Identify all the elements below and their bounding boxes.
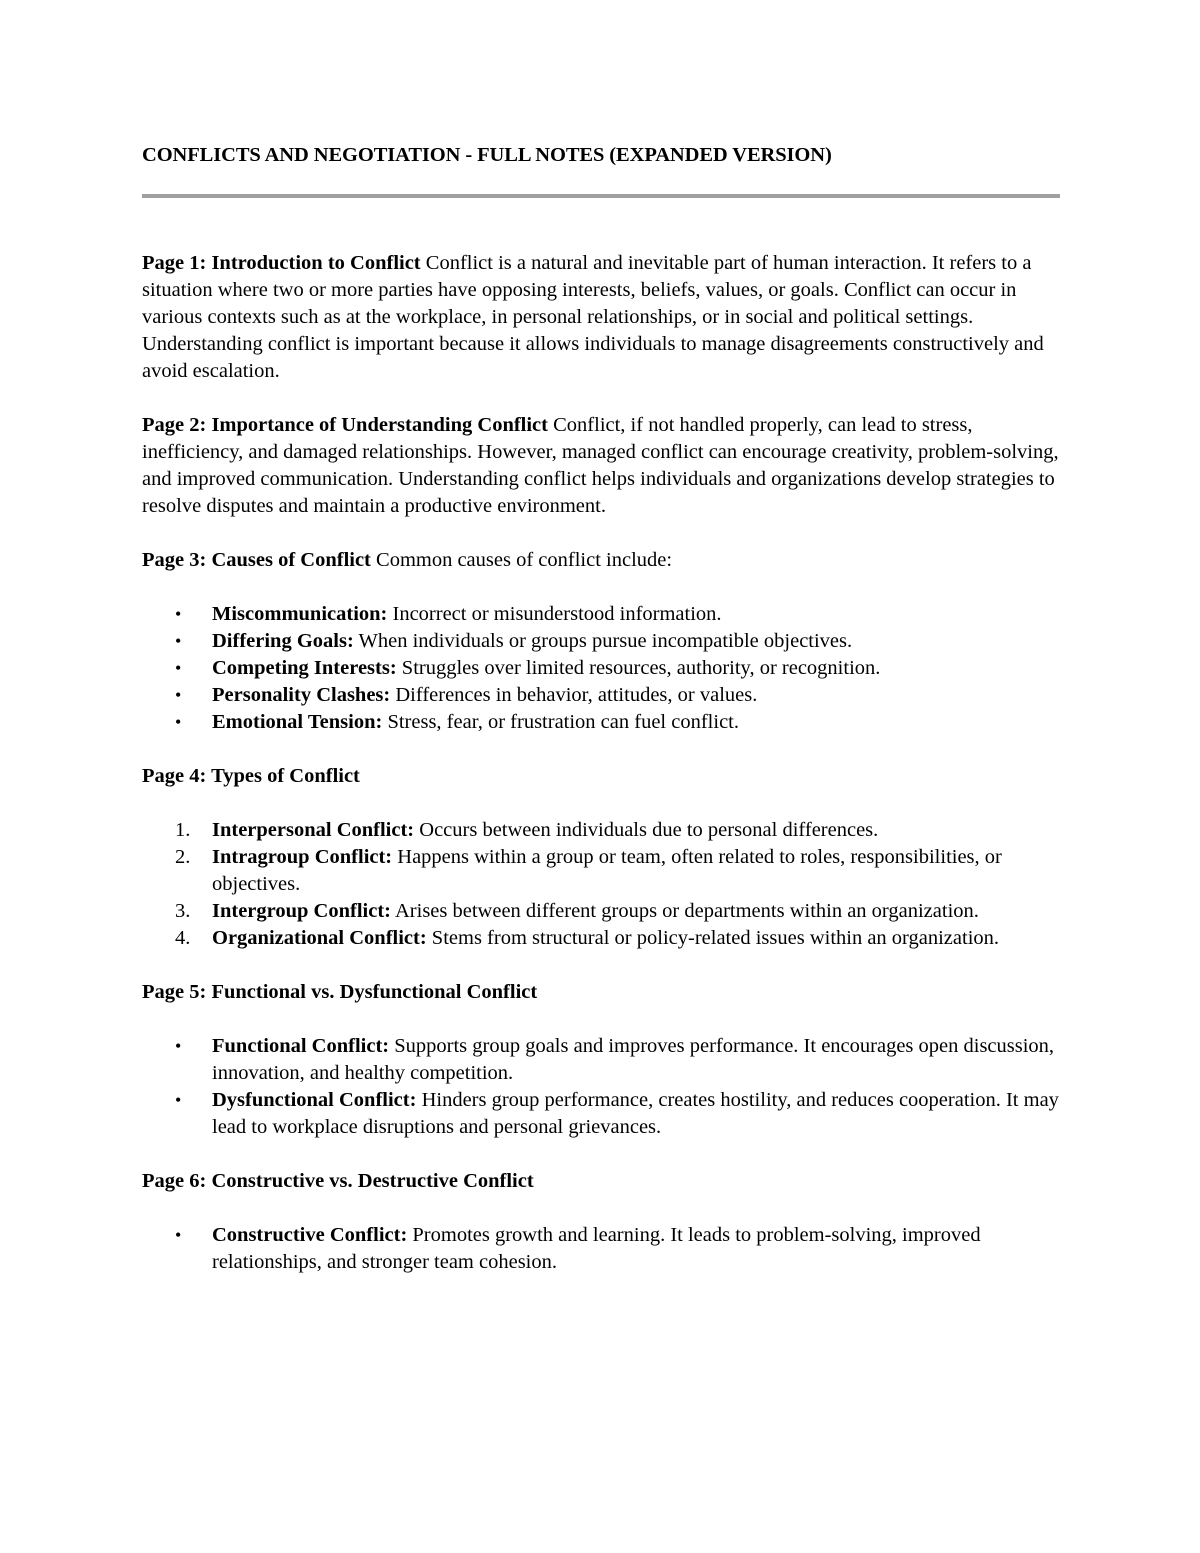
section-body: Conflict is a natural and inevitable part of human interaction. It refers to a situation where two or more parties have opposing interests, beliefs, values, or goals. Conflict can occur in various contexts such as at the workplace, in personal relationships, or in social and political settings. Understanding conflict is important because it allows individuals to manage disagreements constructively and avoid escalation. — [142, 252, 1044, 382]
section-heading: Page 2: Importance of Understanding Conflict — [142, 414, 548, 436]
list-item-text: Hinders group performance, creates hostility, and reduces cooperation. It may lead to workplace disruptions and personal grievances. — [212, 1089, 1059, 1138]
list-item-text: Incorrect or misunderstood information. — [387, 603, 722, 625]
list-item-term: Dysfunctional Conflict: — [212, 1089, 417, 1111]
section-paragraph — [142, 547, 1060, 574]
list-item-text: Struggles over limited resources, authority, or recognition. — [396, 657, 881, 679]
list-item — [142, 925, 1060, 952]
section-heading: Page 6: Constructive vs. Destructive Conflict — [142, 1170, 534, 1192]
list-item-term: Constructive Conflict: — [212, 1224, 408, 1246]
section-body: Conflict, if not handled properly, can lead to stress, inefficiency, and damaged relationships. However, managed conflict can encourage creativity, problem-solving, and improved communication. Understanding conflict helps individuals and organizations develop strategies to resolve disputes and maintain a productive environment. — [142, 414, 1059, 517]
section-heading: Page 1: Introduction to Conflict — [142, 252, 421, 274]
bullet-icon: • — [175, 631, 182, 651]
constructive-list — [142, 1222, 1060, 1276]
list-item-term: Competing Interests: — [212, 657, 397, 679]
list-item-term: Miscommunication: — [212, 603, 388, 625]
list-item-term: Personality Clashes: — [212, 684, 391, 706]
section-page-4 — [142, 763, 1060, 952]
list-item-text: Happens within a group or team, often related to roles, responsibilities, or objectives. — [212, 846, 1002, 895]
list-item-text: Stress, fear, or frustration can fuel conflict. — [382, 711, 739, 733]
bullet-icon: • — [175, 604, 182, 624]
bullet-icon: • — [175, 1090, 182, 1110]
document-title: CONFLICTS AND NEGOTIATION - FULL NOTES (EXPANDED VERSION) — [142, 144, 832, 166]
list-item-term: Emotional Tension: — [212, 711, 383, 733]
document-page — [142, 138, 1060, 1276]
list-item-number: 4. — [175, 927, 191, 949]
section-page-6 — [142, 1168, 1060, 1276]
section-page-5 — [142, 979, 1060, 1141]
causes-list — [142, 601, 1060, 736]
list-item — [142, 844, 1060, 898]
list-item — [142, 1087, 1060, 1141]
list-item-term: Differing Goals: — [212, 630, 354, 652]
list-item-term: Organizational Conflict: — [212, 927, 427, 949]
list-item — [142, 1033, 1060, 1087]
list-item-text: Promotes growth and learning. It leads to problem-solving, improved relationships, and stronger team cohesion. — [212, 1224, 981, 1273]
section-heading: Page 5: Functional vs. Dysfunctional Conflict — [142, 981, 538, 1003]
list-item-text: Stems from structural or policy-related issues within an organization. — [426, 927, 1000, 949]
list-item-number: 2. — [175, 846, 191, 868]
section-page-2 — [142, 412, 1060, 520]
bullet-icon: • — [175, 1036, 182, 1056]
section-page-3 — [142, 547, 1060, 736]
types-list — [142, 817, 1060, 952]
section-paragraph — [142, 412, 1060, 520]
bullet-icon: • — [175, 712, 182, 732]
list-item — [142, 898, 1060, 925]
section-paragraph — [142, 250, 1060, 385]
list-item — [142, 709, 1060, 736]
functional-list — [142, 1033, 1060, 1141]
list-item-number: 3. — [175, 900, 191, 922]
list-item-text: Differences in behavior, attitudes, or values. — [390, 684, 758, 706]
bullet-icon: • — [175, 658, 182, 678]
list-item — [142, 601, 1060, 628]
list-item — [142, 628, 1060, 655]
list-item — [142, 682, 1060, 709]
list-item-term: Intragroup Conflict: — [212, 846, 393, 868]
bullet-icon: • — [175, 1225, 182, 1245]
section-heading: Page 4: Types of Conflict — [142, 765, 360, 787]
list-item-term: Interpersonal Conflict: — [212, 819, 415, 841]
list-item-term: Intergroup Conflict: — [212, 900, 391, 922]
section-page-1 — [142, 250, 1060, 385]
list-item-term: Functional Conflict: — [212, 1035, 390, 1057]
horizontal-rule — [142, 194, 1060, 198]
list-item-number: 1. — [175, 819, 191, 841]
section-heading: Page 3: Causes of Conflict — [142, 549, 371, 571]
section-body: Common causes of conflict include: — [370, 549, 673, 571]
list-item-text: Occurs between individuals due to personal differences. — [414, 819, 879, 841]
list-item-text: Arises between different groups or departments within an organization. — [391, 900, 979, 922]
list-item-text: Supports group goals and improves performance. It encourages open discussion, innovation, and healthy competition. — [212, 1035, 1055, 1084]
bullet-icon: • — [175, 685, 182, 705]
list-item-text: When individuals or groups pursue incompatible objectives. — [353, 630, 853, 652]
list-item — [142, 817, 1060, 844]
list-item — [142, 1222, 1060, 1276]
list-item — [142, 655, 1060, 682]
